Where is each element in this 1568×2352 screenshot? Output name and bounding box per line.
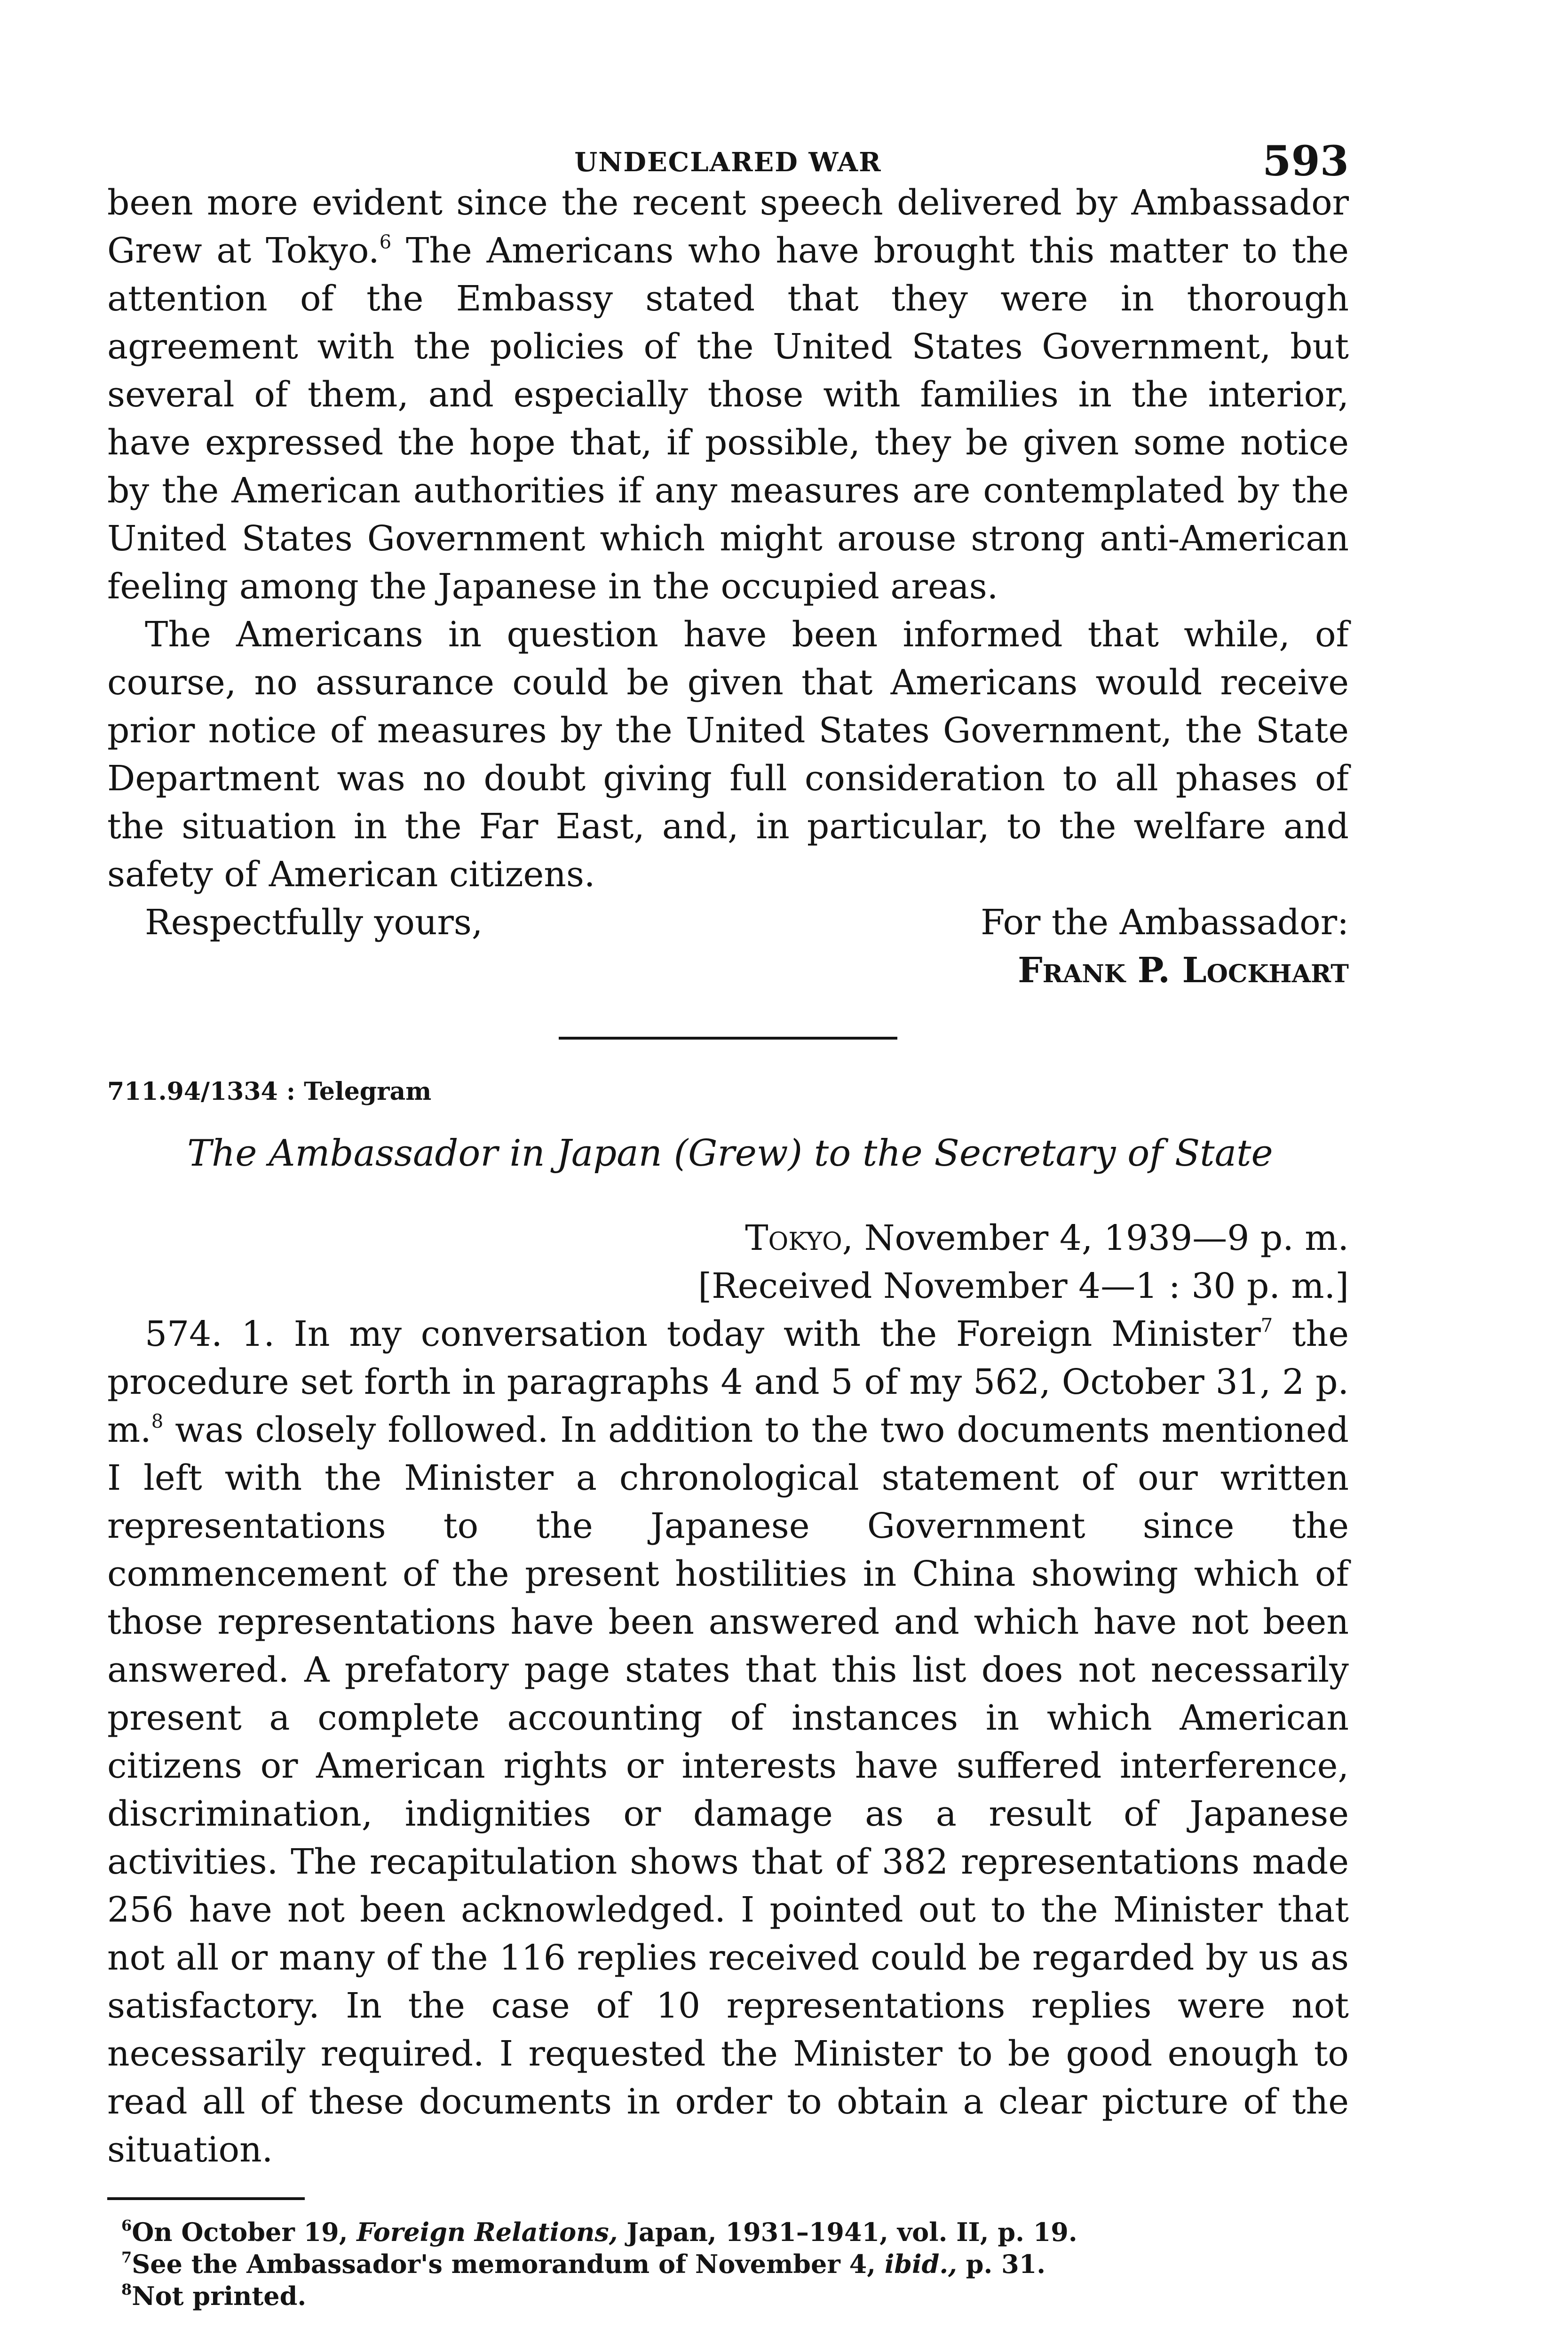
- footnote-7: [121, 2248, 1349, 2280]
- dateline-place: Tokyo,: [745, 1218, 854, 1258]
- dateline-received: [Received November 4—1 : 30 p. m.]: [698, 1266, 1349, 1306]
- page-number: 593: [1262, 136, 1349, 185]
- dateline-sent: [107, 1214, 1349, 1262]
- running-header: [107, 118, 1349, 185]
- footnote-italic: Foreign Relations,: [356, 2217, 618, 2247]
- footnote-marker: 7: [121, 2249, 132, 2266]
- footnote-text-end: Japan, 1931–1941, vol. II, p. 19.: [618, 2217, 1077, 2247]
- dateline: [107, 1214, 1349, 1310]
- letter-paragraph-1-text-b: The Americans who have brought this matter to the attention of the Embassy stated that they were in thorough agreement with the policies of the United States Government, but several of them, and especially those with families in the interior, have expressed the hope that, if possible, they be given some notice by the American authorities if any measures are contemplated by the United States Government which might arouse strong anti-American feeling among the Japanese in the occupied areas.: [107, 230, 1349, 607]
- footnote-italic: ibid.,: [884, 2249, 957, 2279]
- telegram-body-text-c: was closely followed. In addition to the two documents mentioned I left with the Minister a chronological statement of our written representations to the Japanese Government since the commencement of the present hostilities in China showing which of those representations have been answered and which have not been answered. A prefatory page states that this list does not necessarily present a complete accounting of instances in which American citizens or American rights or interests have suffered interference, discrimination, indignities or damage as a result of Japanese activities. The recapitulation shows that of 382 representations made 256 have not been acknowledged. I pointed out to the Minister that not all or many of the 116 replies received could be regarded by us as satisfactory. In the case of 10 representations replies were not necessarily required. I requested the Minister to be good enough to read all of these documents in order to obtain a clear picture of the situation.: [107, 1410, 1349, 2170]
- letter-paragraph-2: The Americans in question have been informed that while, of course, no assurance could be given that Americans would receive prior notice of measures by the United States Government, the State Department was no doubt giving full consideration to all phases of the situation in the Far East, and, in particular, to the welfare and safety of American citizens.: [107, 614, 1349, 895]
- footnotes: [107, 2216, 1349, 2312]
- complimentary-close: Respectfully yours,: [145, 902, 483, 943]
- telegram-body: [107, 1310, 1349, 2174]
- document-heading: The Ambassador in Japan (Grew) to the Secretary of State: [187, 1132, 1273, 1175]
- footnote-ref-8: 8: [151, 1411, 164, 1432]
- footnote-ref-6: 6: [379, 231, 392, 253]
- letter-paragraph-1: [107, 179, 1349, 611]
- telegram-body-text-b: the procedure set forth in paragraphs 4 and 5 of my 562, October 31, 2 p. m.: [107, 1314, 1349, 1450]
- dateline-date: November 4, 1939—9 p. m.: [853, 1218, 1349, 1258]
- document-page: [107, 118, 1349, 2312]
- letter-paragraph-1-text-a: been more evident since the recent speech delivered by Ambassador Grew at Tokyo.: [107, 183, 1349, 271]
- signature: Frank P. Lockhart: [1018, 950, 1349, 991]
- footnote-marker: 6: [121, 2217, 132, 2234]
- footnote-divider: [107, 2197, 305, 2200]
- telegram-body-text-a: 574. 1. In my conversation today with the Foreign Minister: [145, 1314, 1261, 1354]
- for-the-ambassador: For the Ambassador:: [981, 902, 1349, 943]
- letter-closing: [107, 898, 1349, 994]
- file-reference: 711.94/1334 : Telegram: [107, 1077, 432, 1106]
- footnote-6: [121, 2216, 1349, 2248]
- footnote-8: [121, 2280, 1349, 2312]
- footnote-text: See the Ambassador's memorandum of November 4,: [132, 2249, 885, 2279]
- footnote-text: On October 19,: [132, 2217, 357, 2247]
- section-divider: [559, 1037, 897, 1040]
- footnote-text-end: p. 31.: [957, 2249, 1046, 2279]
- footnote-text: Not printed.: [132, 2281, 307, 2311]
- footnote-ref-7: 7: [1260, 1315, 1273, 1336]
- running-title: UNDECLARED WAR: [574, 147, 882, 178]
- footnote-marker: 8: [121, 2280, 132, 2298]
